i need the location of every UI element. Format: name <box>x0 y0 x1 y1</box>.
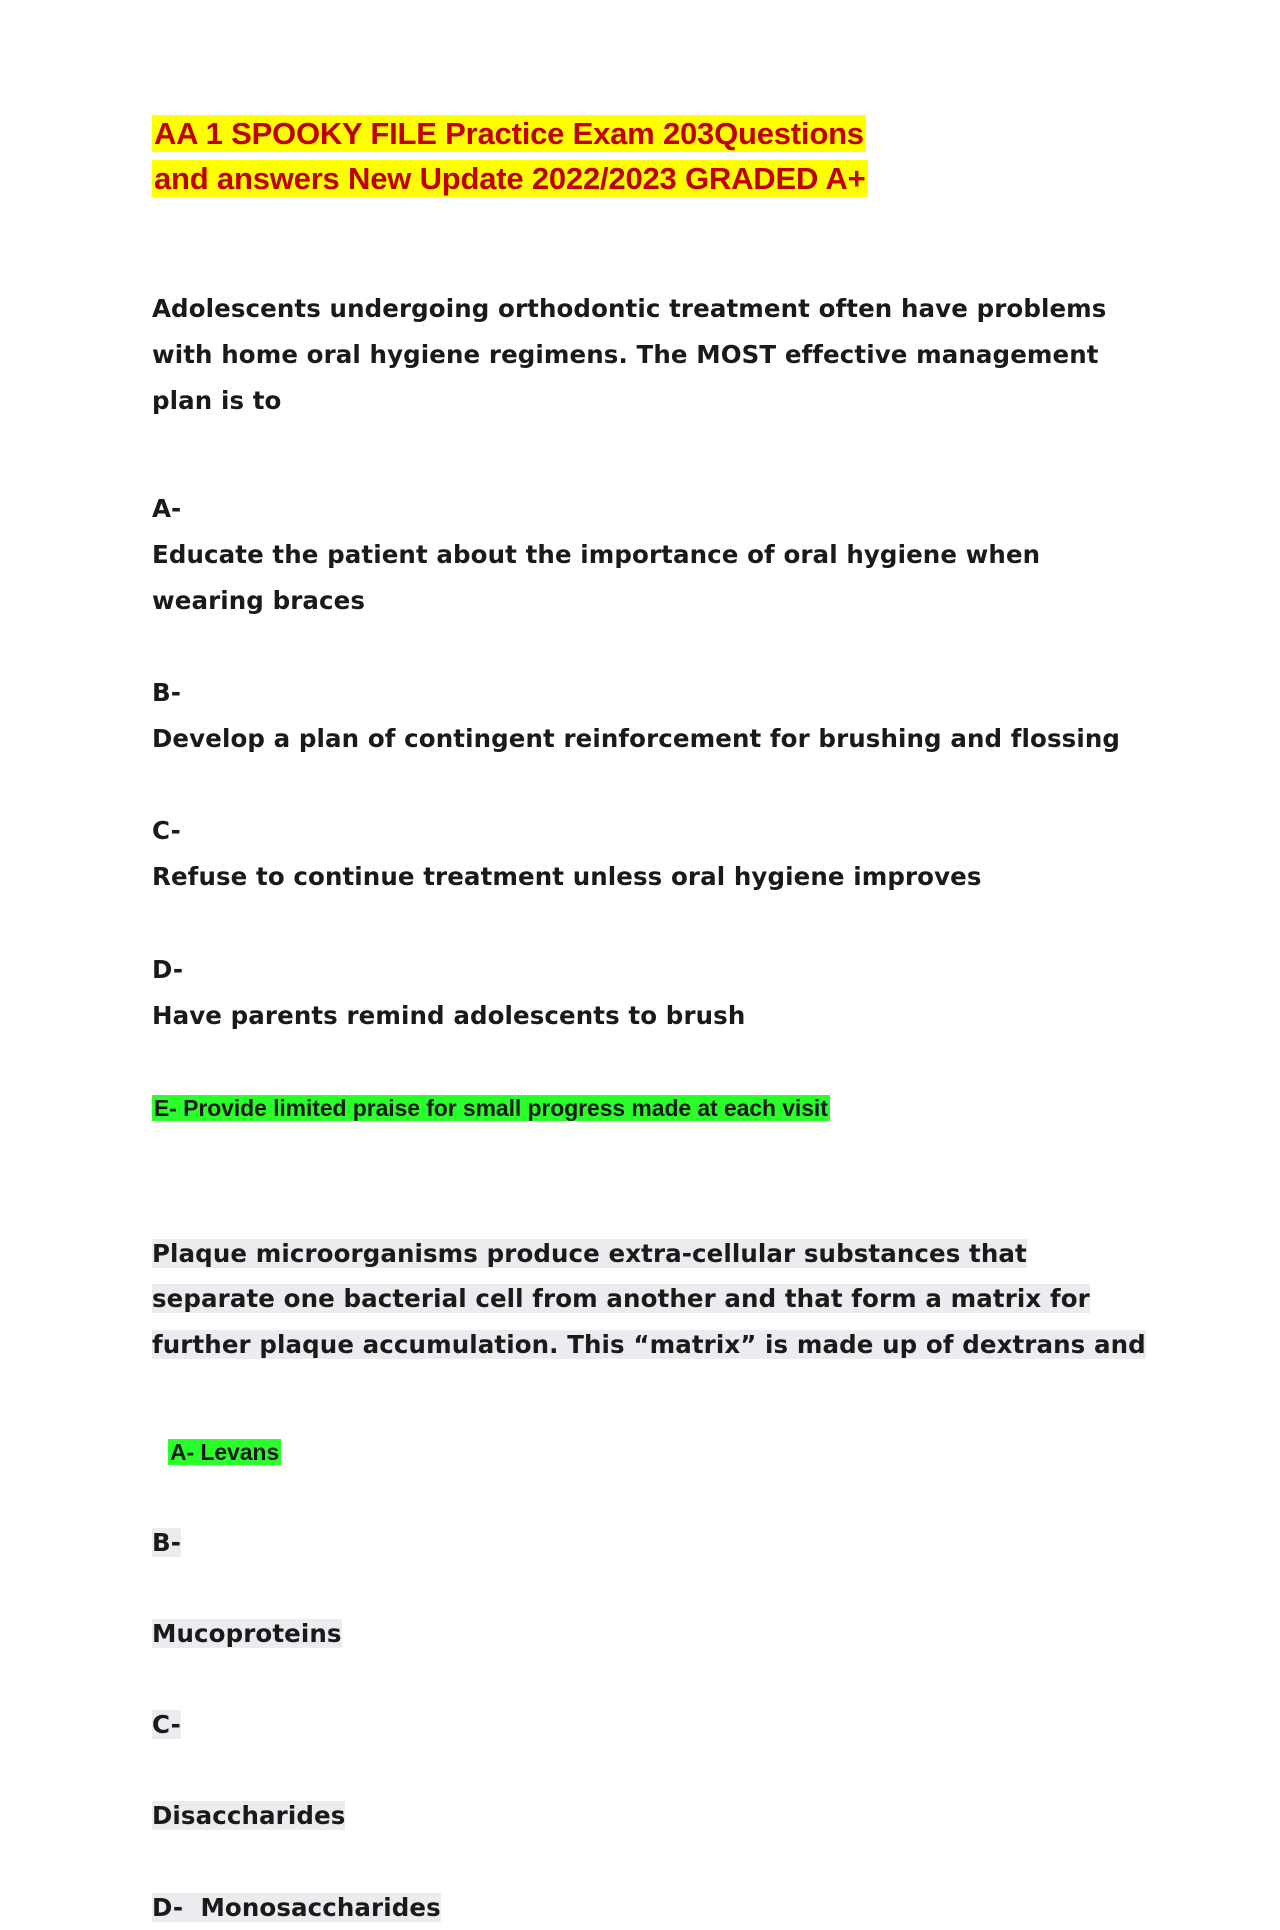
answer-choice[interactable] <box>152 440 1152 624</box>
choice-highlighted <box>152 1095 830 1121</box>
choice-label: C- <box>152 816 181 846</box>
choice-text: Refuse to continue treatment unless oral hygiene improves <box>152 862 982 892</box>
title-line-1: AA 1 SPOOKY FILE Practice Exam 203Questions <box>154 116 864 151</box>
choice-text: Mucoproteins <box>152 1619 342 1649</box>
choice-text: Develop a plan of contingent reinforcement for brushing and flossing <box>152 724 1120 754</box>
choice-label: B- <box>152 1528 182 1558</box>
title-line-2: and answers New Update 2022/2023 GRADED A+ <box>154 160 866 196</box>
answer-choice[interactable] <box>152 624 1152 762</box>
choice-label: D- <box>152 954 184 984</box>
choice-text: Provide limited praise for small progress made at each visit <box>183 1094 828 1121</box>
answer-choice-correct[interactable] <box>152 1383 1152 1474</box>
choice-label: A- <box>152 494 182 524</box>
choice-text: Levans <box>200 1438 280 1465</box>
choice-full <box>152 1893 441 1922</box>
choice-highlighted <box>168 1439 281 1465</box>
choice-text: Educate the patient about the importance of oral hygiene when wearing braces <box>152 540 1041 616</box>
document-content <box>152 0 1152 1930</box>
choice-text: Have parents remind adolescents to brush <box>152 1000 746 1030</box>
answer-choice[interactable] <box>152 900 1152 1038</box>
choice-label: A- <box>170 1438 195 1465</box>
page-title <box>152 112 1152 202</box>
question-stem: Adolescents undergoing orthodontic treatment often have problems with home oral hygiene regimens. The MOST effective management plan is to <box>152 293 1107 415</box>
answer-choice[interactable] <box>152 762 1152 900</box>
answer-choice[interactable] <box>152 1475 1152 1657</box>
choice-text: Disaccharides <box>152 1801 346 1831</box>
question-stem-text: Plaque microorganisms produce extra-cellular substances that separate one bacterial cell from another and that form a matrix for further plaque accumulation. This “matrix” is made up of dextrans and <box>152 1238 1146 1359</box>
question-block-1 <box>152 286 1152 1131</box>
choice-label: E- <box>154 1094 177 1121</box>
question-stem <box>152 1231 1152 1368</box>
answer-choices-list <box>152 440 1152 1131</box>
choice-text: Monosaccharides <box>200 1892 441 1922</box>
answer-choice-correct[interactable] <box>152 1039 1152 1131</box>
answer-choices-list <box>152 1383 1152 1930</box>
choice-label: C- <box>152 1710 181 1740</box>
choice-label: B- <box>152 678 182 708</box>
question-block-2 <box>152 1231 1152 1930</box>
answer-choice[interactable] <box>152 1657 1152 1839</box>
choice-label: D- <box>152 1892 184 1922</box>
answer-choice[interactable] <box>152 1839 1152 1930</box>
